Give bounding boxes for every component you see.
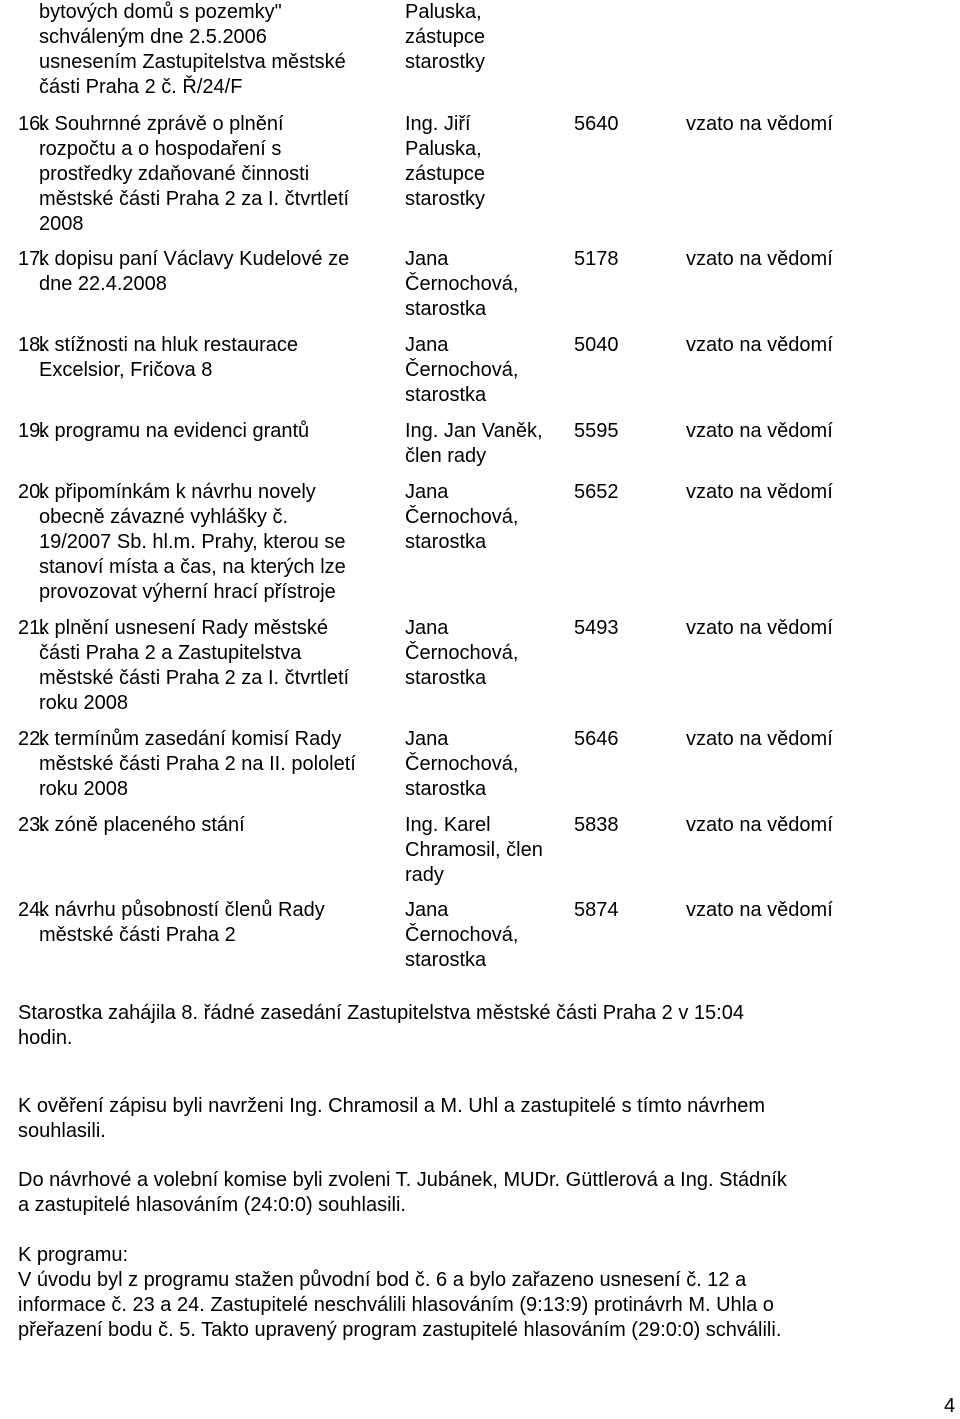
item-result: vzato na vědomí: [686, 420, 833, 442]
item-person-line: Chramosil, člen: [405, 839, 543, 861]
fragment-subject-line: schváleným dne 2.5.2006: [39, 26, 267, 48]
item-person-line: Jana: [405, 617, 449, 639]
item-document-number: 5178: [574, 248, 619, 270]
fragment-person-line: Paluska,: [405, 1, 482, 23]
paragraph-program: [18, 1243, 918, 1343]
item-number: 23.: [18, 814, 46, 836]
item-subject-line: k dopisu paní Václavy Kudelové ze: [39, 248, 350, 270]
item-subject-line: k návrhu působností členů Rady: [39, 899, 325, 921]
paragraph-line: K ověření zápisu byli navrženi Ing. Chramosil a M. Uhl a zastupitelé s tímto návrhem: [18, 1095, 765, 1117]
item-subject-line: prostředky zdaňované činnosti: [39, 163, 310, 185]
paragraph-line: V úvodu byl z programu stažen původní bod č. 6 a bylo zařazeno usnesení č. 12 a: [18, 1269, 747, 1291]
item-person-line: starostka: [405, 778, 487, 800]
item-subject-line: k plnění usnesení Rady městské: [39, 617, 329, 639]
item-person-line: zástupce: [405, 163, 486, 185]
item-subject-line: k připomínkám k návrhu novely: [39, 481, 316, 503]
item-subject-line: obecně závazné vyhlášky č.: [39, 506, 289, 528]
item-subject-line: městské části Praha 2 za I. čtvrtletí: [39, 667, 350, 689]
item-person-line: Jana: [405, 728, 449, 750]
item-person-line: Ing. Jan Vaněk,: [405, 420, 543, 442]
item-subject-line: stanoví místa a čas, na kterých lze: [39, 556, 346, 578]
paragraph-commission: [18, 1168, 918, 1218]
item-number: 20.: [18, 481, 46, 503]
item-document-number: 5640: [574, 113, 619, 135]
item-person-line: člen rady: [405, 445, 487, 467]
item-person-line: Jana: [405, 248, 449, 270]
item-number: 18.: [18, 334, 46, 356]
item-subject-line: rozpočtu a o hospodaření s: [39, 138, 282, 160]
item-subject-line: k termínům zasedání komisí Rady: [39, 728, 342, 750]
item-subject-line: 2008: [39, 213, 84, 235]
item-number: 22.: [18, 728, 46, 750]
item-document-number: 5838: [574, 814, 619, 836]
paragraph-heading: K programu:: [18, 1244, 129, 1266]
item-result: vzato na vědomí: [686, 113, 833, 135]
paragraph-line: Starostka zahájila 8. řádné zasedání Zastupitelstva městské části Praha 2 v 15:04: [18, 1002, 744, 1024]
item-person-line: Černochová,: [405, 924, 519, 946]
paragraph-line: přeřazení bodu č. 5. Takto upravený program zastupitelé hlasováním (29:0:0) schválili.: [18, 1319, 782, 1341]
item-person-line: starostka: [405, 949, 487, 971]
item-subject-line: roku 2008: [39, 778, 128, 800]
item-document-number: 5493: [574, 617, 619, 639]
item-person-line: rady: [405, 864, 444, 886]
item-result: vzato na vědomí: [686, 899, 833, 921]
item-result: vzato na vědomí: [686, 814, 833, 836]
item-person-line: starostka: [405, 531, 487, 553]
paragraph-line: a zastupitelé hlasováním (24:0:0) souhlasili.: [18, 1194, 406, 1216]
item-result: vzato na vědomí: [686, 481, 833, 503]
item-person-line: Jana: [405, 481, 449, 503]
item-person-line: starostky: [405, 188, 486, 210]
item-document-number: 5646: [574, 728, 619, 750]
fragment-person-line: zástupce: [405, 26, 486, 48]
item-document-number: 5595: [574, 420, 619, 442]
item-person-line: Ing. Jiří: [405, 113, 471, 135]
item-document-number: 5652: [574, 481, 619, 503]
item-person-line: starostka: [405, 298, 487, 320]
item-number: 17.: [18, 248, 46, 270]
item-subject-line: dne 22.4.2008: [39, 273, 167, 295]
paragraph-line: hodin.: [18, 1027, 73, 1049]
item-person-line: Černochová,: [405, 273, 519, 295]
item-person-line: Černochová,: [405, 359, 519, 381]
item-subject-line: městské části Praha 2 za I. čtvrtletí: [39, 188, 350, 210]
item-subject-line: části Praha 2 a Zastupitelstva: [39, 642, 302, 664]
item-subject-line: k zóně placeného stání: [39, 814, 245, 836]
item-result: vzato na vědomí: [686, 728, 833, 750]
item-subject-line: městské části Praha 2: [39, 924, 236, 946]
fragment-person-line: starostky: [405, 51, 486, 73]
paragraph-verification: [18, 1094, 918, 1144]
paragraph-line: informace č. 23 a 24. Zastupitelé neschválili hlasováním (9:13:9) protinávrh M. Uhla o: [18, 1294, 774, 1316]
item-person-line: Jana: [405, 334, 449, 356]
item-person-line: Černochová,: [405, 642, 519, 664]
item-person-line: Černochová,: [405, 506, 519, 528]
item-number: 24.: [18, 899, 46, 921]
paragraph-line: souhlasili.: [18, 1120, 106, 1142]
page-number: 4: [944, 1395, 956, 1417]
item-subject-line: k programu na evidenci grantů: [39, 420, 310, 442]
fragment-subject-line: usnesením Zastupitelstva městské: [39, 51, 346, 73]
item-subject-line: roku 2008: [39, 692, 128, 714]
item-subject-line: provozovat výherní hrací přístroje: [39, 581, 336, 603]
item-document-number: 5874: [574, 899, 619, 921]
item-person-line: Ing. Karel: [405, 814, 491, 836]
item-result: vzato na vědomí: [686, 334, 833, 356]
item-person-line: Jana: [405, 899, 449, 921]
item-number: 16.: [18, 113, 46, 135]
item-person-line: starostka: [405, 384, 487, 406]
item-subject-line: 19/2007 Sb. hl.m. Prahy, kterou se: [39, 531, 346, 553]
item-subject-line: Excelsior, Fričova 8: [39, 359, 213, 381]
item-subject-line: k stížnosti na hluk restaurace: [39, 334, 299, 356]
item-person-line: Paluska,: [405, 138, 482, 160]
fragment-subject-line: části Praha 2 č. Ř/24/F: [39, 76, 243, 98]
item-number: 19.: [18, 420, 46, 442]
item-document-number: 5040: [574, 334, 619, 356]
paragraph-line: Do návrhové a volební komise byli zvoleni T. Jubánek, MUDr. Güttlerová a Ing. Stádník: [18, 1169, 787, 1191]
item-result: vzato na vědomí: [686, 248, 833, 270]
item-subject-line: městské části Praha 2 na II. pololetí: [39, 753, 356, 775]
paragraph-opening: [18, 1001, 918, 1051]
item-subject-line: k Souhrnné zprávě o plnění: [39, 113, 284, 135]
item-person-line: starostka: [405, 667, 487, 689]
item-number: 21.: [18, 617, 46, 639]
item-person-line: Černochová,: [405, 753, 519, 775]
fragment-subject-line: bytových domů s pozemky": [39, 1, 282, 23]
item-result: vzato na vědomí: [686, 617, 833, 639]
